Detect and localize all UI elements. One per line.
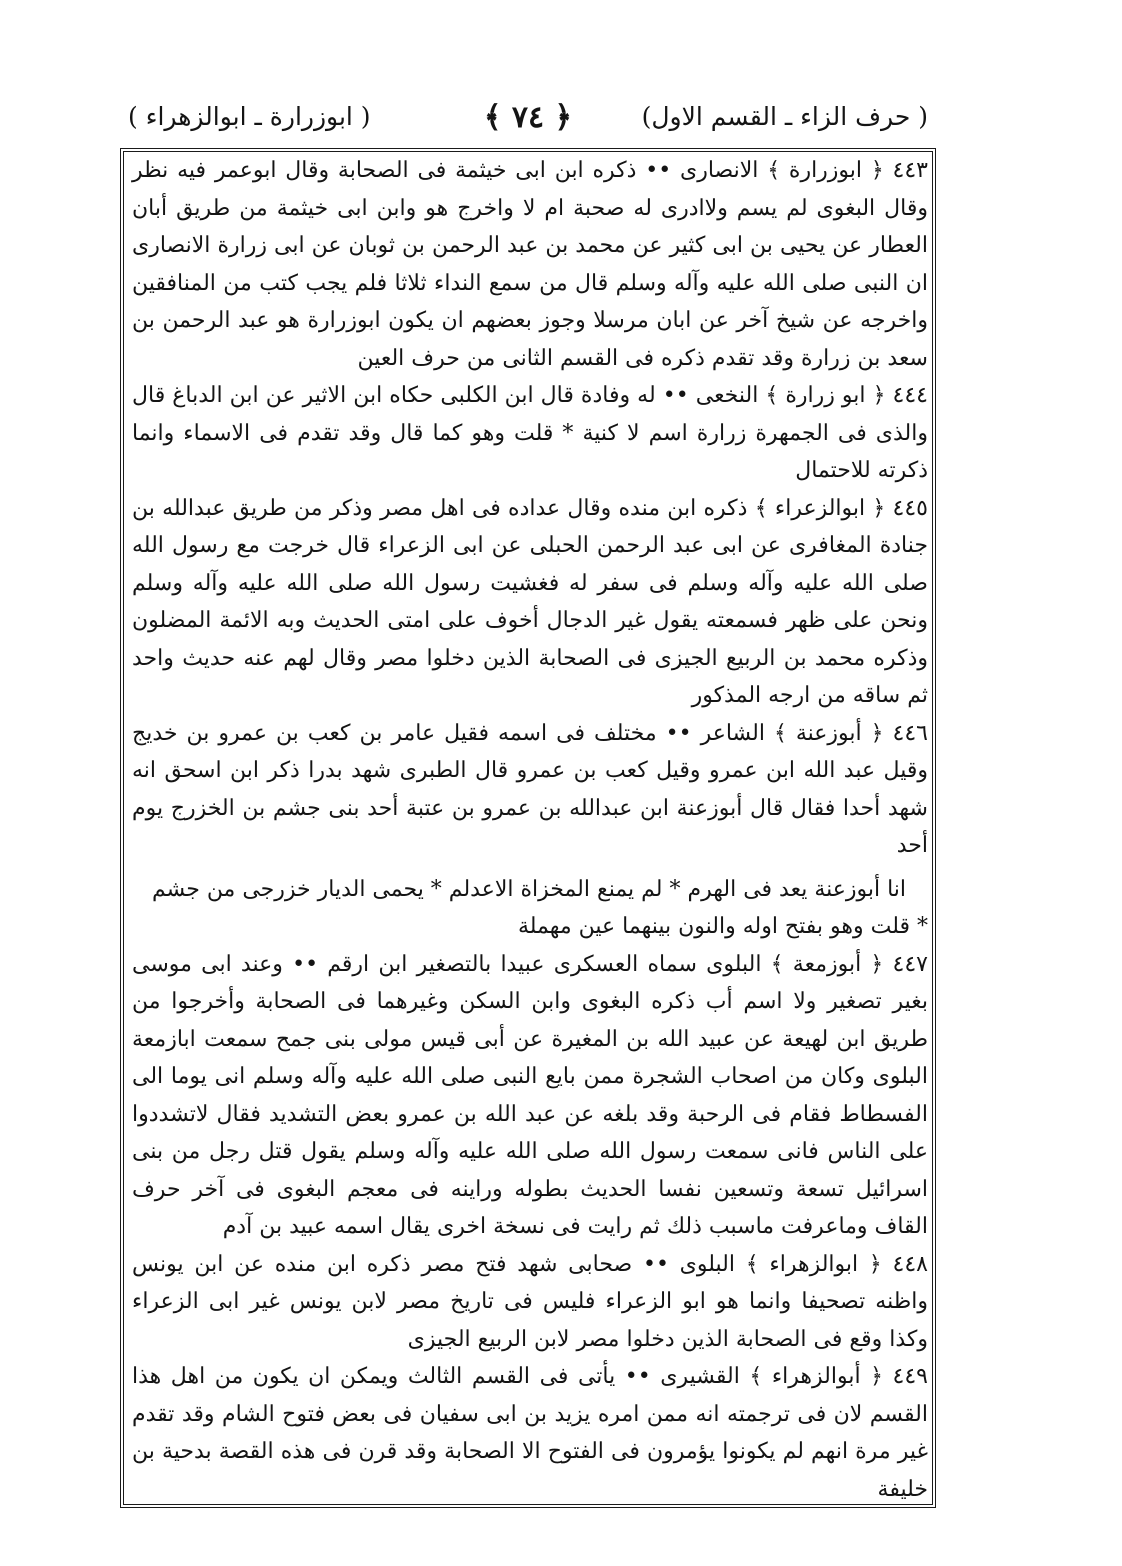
- header-entry-range: ( ابوزرارة ـ ابوالزهراء ): [128, 102, 371, 131]
- entry-443: ٤٤٣ ﴿ ابوزرارة ﴾ الانصارى •• ذكره ابن ابى خيثمة فى الصحابة وقال ابوعمر فيه نظر وقال البغوى لم يسم ولاادرى له صحبة ام لا واخرج هو وابن ابى خيثمة من طريق أبان العطار عن يحيى بن ابى كثير عن محمد بن عبد الرحمن بن ثوبان عن ابى زرارة الانصارى ان النبى صلى الله عليه وآله وسلم قال من سمع النداء ثلاثا فلم يجب كتب من المنافقين واخرجه عن شيخ آخر عن ابان مرسلا وجوز بعضهم ان يكون ابوزرارة هو عبد الرحمن بن سعد بن زرارة وقد تقدم ذكره فى القسم الثانى من حرف العين: [132, 158, 928, 371]
- entry-447: ٤٤٧ ﴿ أبوزمعة ﴾ البلوى سماه العسكرى عبيدا بالتصغير ابن ارقم •• وعند ابى موسى بغير تصغير ولا اسم أب ذكره البغوى وابن السكن وغيرهما فى الصحابة وأخرجوا من طريق ابن لهيعة عن عبيد الله بن المغيرة عن أبى قيس مولى بنى جمح سمعت ابازمعة البلوى وكان من اصحاب الشجرة ممن بايع النبى صلى الله عليه وآله وسلم انى يوما الى الفسطاط فقام فى الرحبة وقد بلغه عن عبد الله بن عمرو بعض التشديد فقال لاتشددوا على الناس فانى سمعت رسول الله صلى الله عليه وآله وسلم يقول قتل رجل من بنى اسرائيل تسعة وتسعين نفسا الحديث بطوله وراينه فى معجم البغوى فى آخر حرف القاف وماعرفت ماسبب ذلك ثم رايت فى نسخة اخرى يقال اسمه عبيد بن آدم: [132, 951, 928, 1239]
- entry-445: ٤٤٥ ﴿ ابوالزعراء ﴾ ذكره ابن منده وقال عداده فى اهل مصر وذكر من طريق عبدالله بن جنادة المغافرى عن ابى عبد الرحمن الحبلى عن ابى الزعراء قال خرجت مع رسول الله صلى الله عليه وآله وسلم فى سفر له فغشيت رسول الله صلى الله عليه وآله وسلم ونحن على ظهر فسمعته يقول غير الدجال أخوف على امتى الحديث وبه الائمة المضلون وذكره محمد بن الربيع الجيزى فى الصحابة الذين دخلوا مصر وقال لهم عنه حديث واحد ثم ساقه من ارجه المذكور: [132, 495, 928, 708]
- page-body: [126, 152, 932, 1502]
- entry-448: ٤٤٨ ﴿ ابوالزهراء ﴾ البلوى •• صحابى شهد فتح مصر ذكره ابن منده عن ابن يونس واظنه تصحيفا وانما هو ابو الزعراء فليس فى تاريخ مصر لابن يونس غير ابى الزعراء وكذا وقع فى الصحابة الذين دخلوا مصر لابن الربيع الجيزى: [132, 1251, 928, 1352]
- header-section-title: ( حرف الزاء ـ القسم الاول): [641, 102, 928, 131]
- entry-449: ٤٤٩ ﴿ أبوالزهراء ﴾ القشيرى •• يأتى فى القسم الثالث ويمكن ان يكون من اهل هذا القسم لان فى ترجمته انه ممن امره يزيد بن ابى سفيان فى بعض فتوح الشام وقد تقدم غير مرة انهم لم يكونوا يؤمرون فى الفتوح الا الصحابة وقد قرن فى هذه القصة بدحية بن خليفة: [132, 1364, 928, 1502]
- entry-446: ٤٤٦ ﴿ أبوزعنة ﴾ الشاعر •• مختلف فى اسمه فقيل عامر بن كعب بن عمرو بن خديج وقيل عبد الله ابن عمرو وقيل كعب بن عمرو قال الطبرى شهد بدرا ذكر ابن اسحق انه شهد أحدا فقال قال أبوزعنة ابن عبدالله بن عمرو بن عتبة أحد بنى جشم بن الخزرج يوم أحد: [132, 720, 928, 858]
- page-header: [128, 100, 928, 144]
- entry-444: ٤٤٤ ﴿ ابو زرارة ﴾ النخعى •• له وفادة قال ابن الكلبى حكاه ابن الاثير عن ابن الدباغ قال والذى فى الجمهرة زرارة اسم لا كنية * قلت وهو كما قال وقد تقدم فى الاسماء وانما ذكرته للاحتمال: [132, 383, 928, 483]
- page-number: ﴿ ٧٤ ﴾: [483, 100, 573, 135]
- editor-note: * قلت وهو بفتح اوله والنون بينهما عين مهملة: [517, 914, 928, 939]
- poem-verse: انا أبوزعنة يعد فى الهرم * لم يمنع المخزاة الاعدلم * يحمى الديار خزرجى من جشم: [151, 876, 907, 902]
